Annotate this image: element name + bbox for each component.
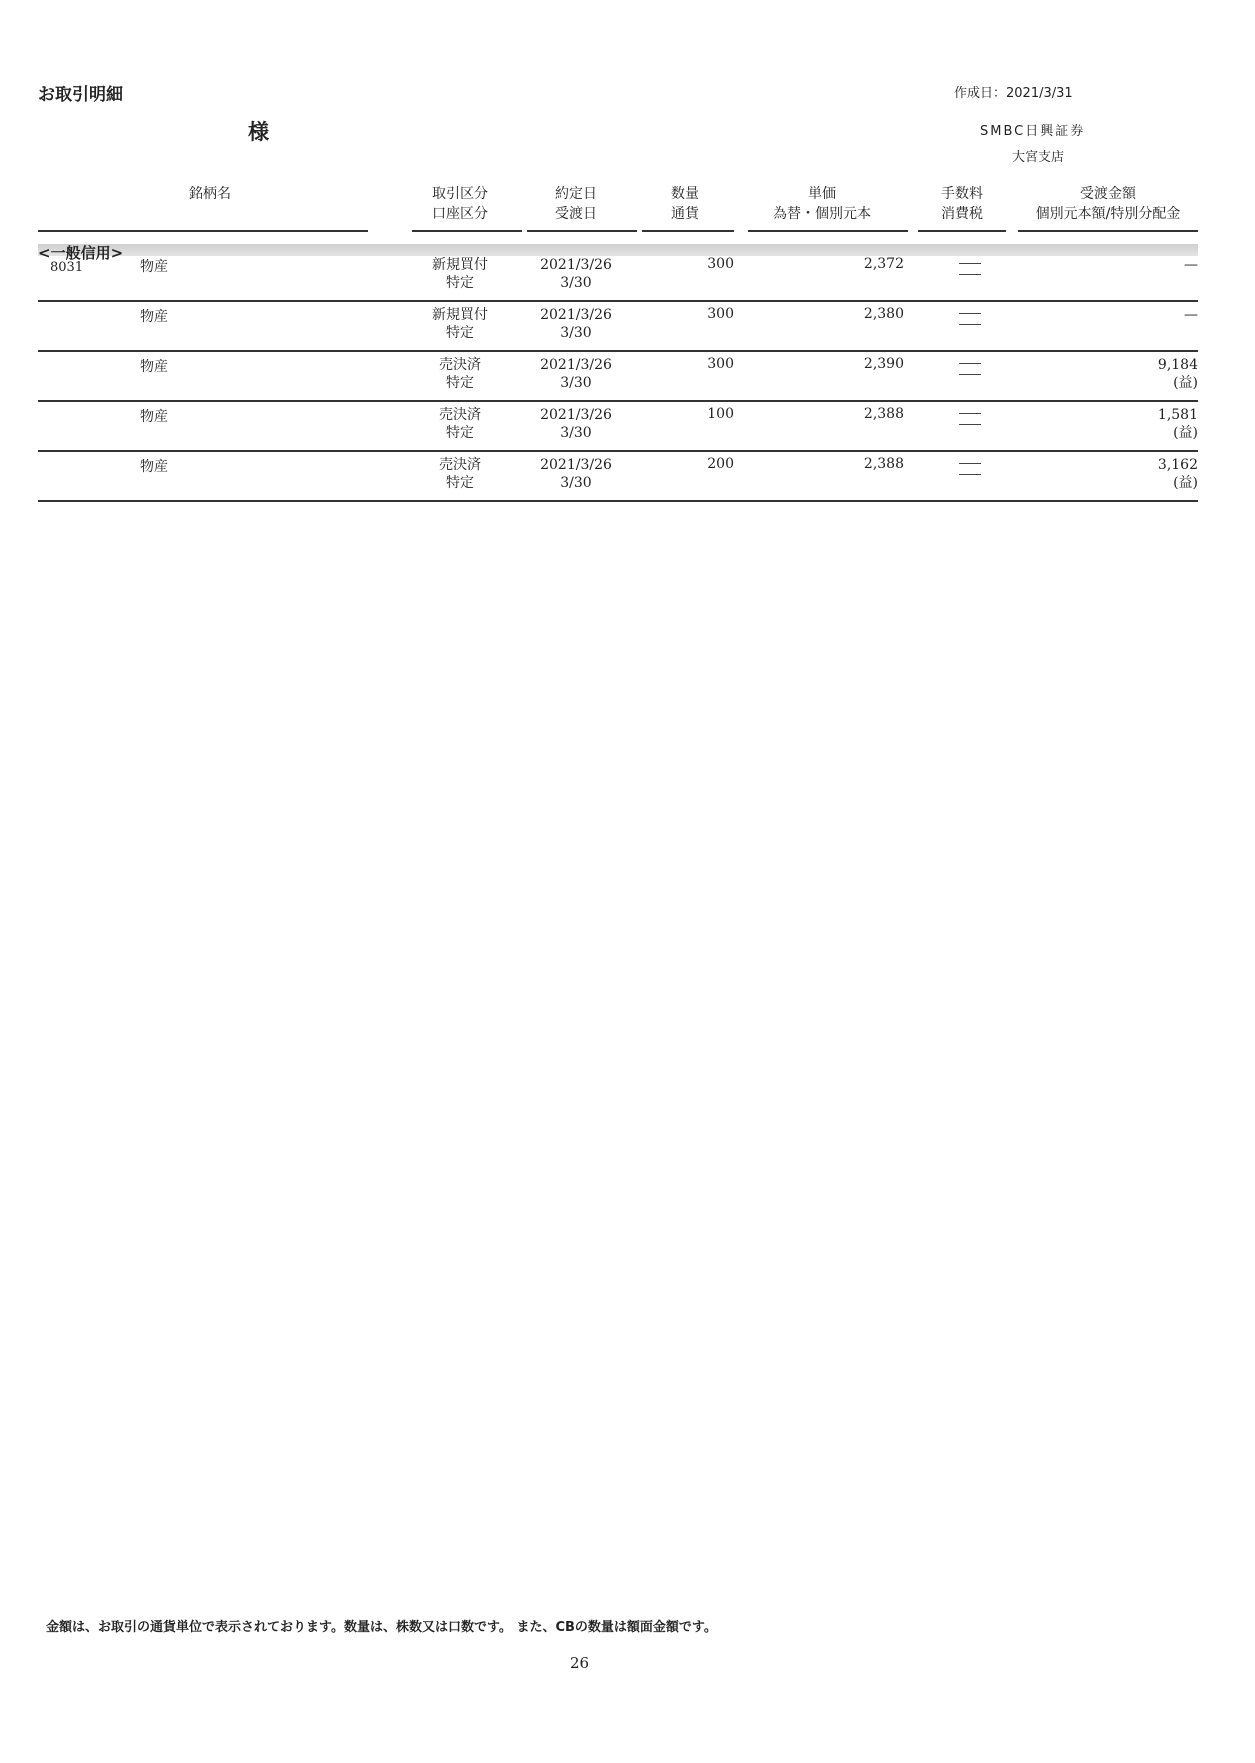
page-number: 26 bbox=[570, 1654, 590, 1672]
account-type: 特定 bbox=[446, 425, 474, 441]
column-header-name: 銘柄名 bbox=[189, 186, 231, 202]
amount-cell bbox=[1040, 456, 1198, 492]
trade-type: 売決済 bbox=[439, 357, 481, 373]
trade-date: 2021/3/26 bbox=[540, 307, 612, 323]
commission-cell bbox=[950, 306, 990, 335]
account-type: 特定 bbox=[446, 375, 474, 391]
customer-salutation: 様 bbox=[248, 120, 269, 144]
date-cell bbox=[526, 456, 626, 492]
header-rule bbox=[918, 230, 1006, 232]
tax-dash bbox=[959, 474, 981, 475]
row-separator bbox=[38, 400, 1198, 402]
profit-note: (益) bbox=[1173, 475, 1198, 491]
column-header-trade-type: 取引区分 口座区分 bbox=[432, 186, 488, 222]
commission-dash bbox=[959, 363, 981, 364]
settle-date: 3/30 bbox=[560, 275, 592, 291]
commission-cell bbox=[950, 356, 990, 385]
settlement-amount: 3,162 bbox=[1157, 457, 1198, 473]
document-title: お取引明細 bbox=[38, 85, 123, 105]
amount-cell bbox=[1040, 406, 1198, 442]
quantity: 300 bbox=[707, 356, 734, 372]
trade-type: 新規買付 bbox=[432, 307, 488, 323]
trade-type-cell bbox=[410, 456, 510, 492]
header-rule bbox=[748, 230, 908, 232]
settle-date: 3/30 bbox=[560, 325, 592, 341]
account-type: 特定 bbox=[446, 275, 474, 291]
trade-date: 2021/3/26 bbox=[540, 407, 612, 423]
section-label: <一般信用> bbox=[38, 244, 124, 262]
unit-price: 2,372 bbox=[863, 256, 904, 272]
quantity: 300 bbox=[707, 256, 734, 272]
commission-dash bbox=[959, 313, 981, 314]
date-cell bbox=[526, 406, 626, 442]
quantity: 300 bbox=[707, 306, 734, 322]
account-type: 特定 bbox=[446, 475, 474, 491]
amount-cell bbox=[1040, 256, 1198, 274]
amount-cell bbox=[1040, 306, 1198, 324]
commission-dash bbox=[959, 463, 981, 464]
settlement-amount: 9,184 bbox=[1157, 357, 1198, 373]
trade-type-cell bbox=[410, 356, 510, 392]
profit-note: (益) bbox=[1173, 425, 1198, 441]
column-header-commission: 手数料 消費税 bbox=[941, 186, 983, 222]
account-type: 特定 bbox=[446, 325, 474, 341]
trade-type-cell bbox=[410, 256, 510, 292]
quantity: 200 bbox=[707, 456, 734, 472]
trade-type: 売決済 bbox=[439, 457, 481, 473]
trade-date: 2021/3/26 bbox=[540, 457, 612, 473]
security-name: 物産 bbox=[140, 359, 168, 375]
commission-cell bbox=[950, 256, 990, 285]
tax-dash bbox=[959, 274, 981, 275]
commission-dash bbox=[959, 263, 981, 264]
security-name: 物産 bbox=[140, 259, 168, 275]
settlement-amount: 1,581 bbox=[1157, 407, 1198, 423]
row-separator bbox=[38, 350, 1198, 352]
branch-name: 大宮支店 bbox=[1012, 150, 1065, 165]
company-name: SMBC日興証券 bbox=[980, 124, 1086, 139]
commission-cell bbox=[950, 406, 990, 435]
trade-type: 売決済 bbox=[439, 407, 481, 423]
trade-date: 2021/3/26 bbox=[540, 257, 612, 273]
header-rule bbox=[642, 230, 734, 232]
footer-note: 金額は、お取引の通貨単位で表示されております。数量は、株数又は口数です。 また、CBの数量は額面金額です。 bbox=[46, 1620, 717, 1635]
settlement-amount: — bbox=[1184, 307, 1198, 323]
header-rule bbox=[1018, 230, 1198, 232]
unit-price: 2,388 bbox=[863, 456, 904, 472]
row-separator bbox=[38, 450, 1198, 452]
column-header-amount: 受渡金額 個別元本額/特別分配金 bbox=[1035, 186, 1181, 222]
header-rule bbox=[38, 230, 368, 232]
trade-type-cell bbox=[410, 306, 510, 342]
header-rule bbox=[412, 230, 522, 232]
trade-date: 2021/3/26 bbox=[540, 357, 612, 373]
date-cell bbox=[526, 306, 626, 342]
column-header-price: 単価 為替・個別元本 bbox=[773, 186, 871, 222]
date-cell bbox=[526, 256, 626, 292]
commission-dash bbox=[959, 413, 981, 414]
trade-type-cell bbox=[410, 406, 510, 442]
settle-date: 3/30 bbox=[560, 475, 592, 491]
tax-dash bbox=[959, 324, 981, 325]
tax-dash bbox=[959, 374, 981, 375]
unit-price: 2,380 bbox=[863, 306, 904, 322]
security-name: 物産 bbox=[140, 309, 168, 325]
profit-note: (益) bbox=[1173, 375, 1198, 391]
security-code: 8031 bbox=[50, 260, 84, 275]
row-separator bbox=[38, 300, 1198, 302]
unit-price: 2,388 bbox=[863, 406, 904, 422]
settle-date: 3/30 bbox=[560, 375, 592, 391]
created-date: 作成日：2021/3/31 bbox=[954, 86, 1073, 101]
settle-date: 3/30 bbox=[560, 425, 592, 441]
unit-price: 2,390 bbox=[863, 356, 904, 372]
section-band bbox=[38, 244, 1198, 256]
quantity: 100 bbox=[707, 406, 734, 422]
settlement-amount: — bbox=[1184, 257, 1198, 273]
header-rule bbox=[527, 230, 637, 232]
security-name: 物産 bbox=[140, 459, 168, 475]
security-name: 物産 bbox=[140, 409, 168, 425]
column-header-quantity: 数量 通貨 bbox=[671, 186, 699, 222]
row-separator bbox=[38, 500, 1198, 502]
amount-cell bbox=[1040, 356, 1198, 392]
date-cell bbox=[526, 356, 626, 392]
column-header-dates: 約定日 受渡日 bbox=[555, 186, 597, 222]
trade-type: 新規買付 bbox=[432, 257, 488, 273]
tax-dash bbox=[959, 424, 981, 425]
commission-cell bbox=[950, 456, 990, 485]
